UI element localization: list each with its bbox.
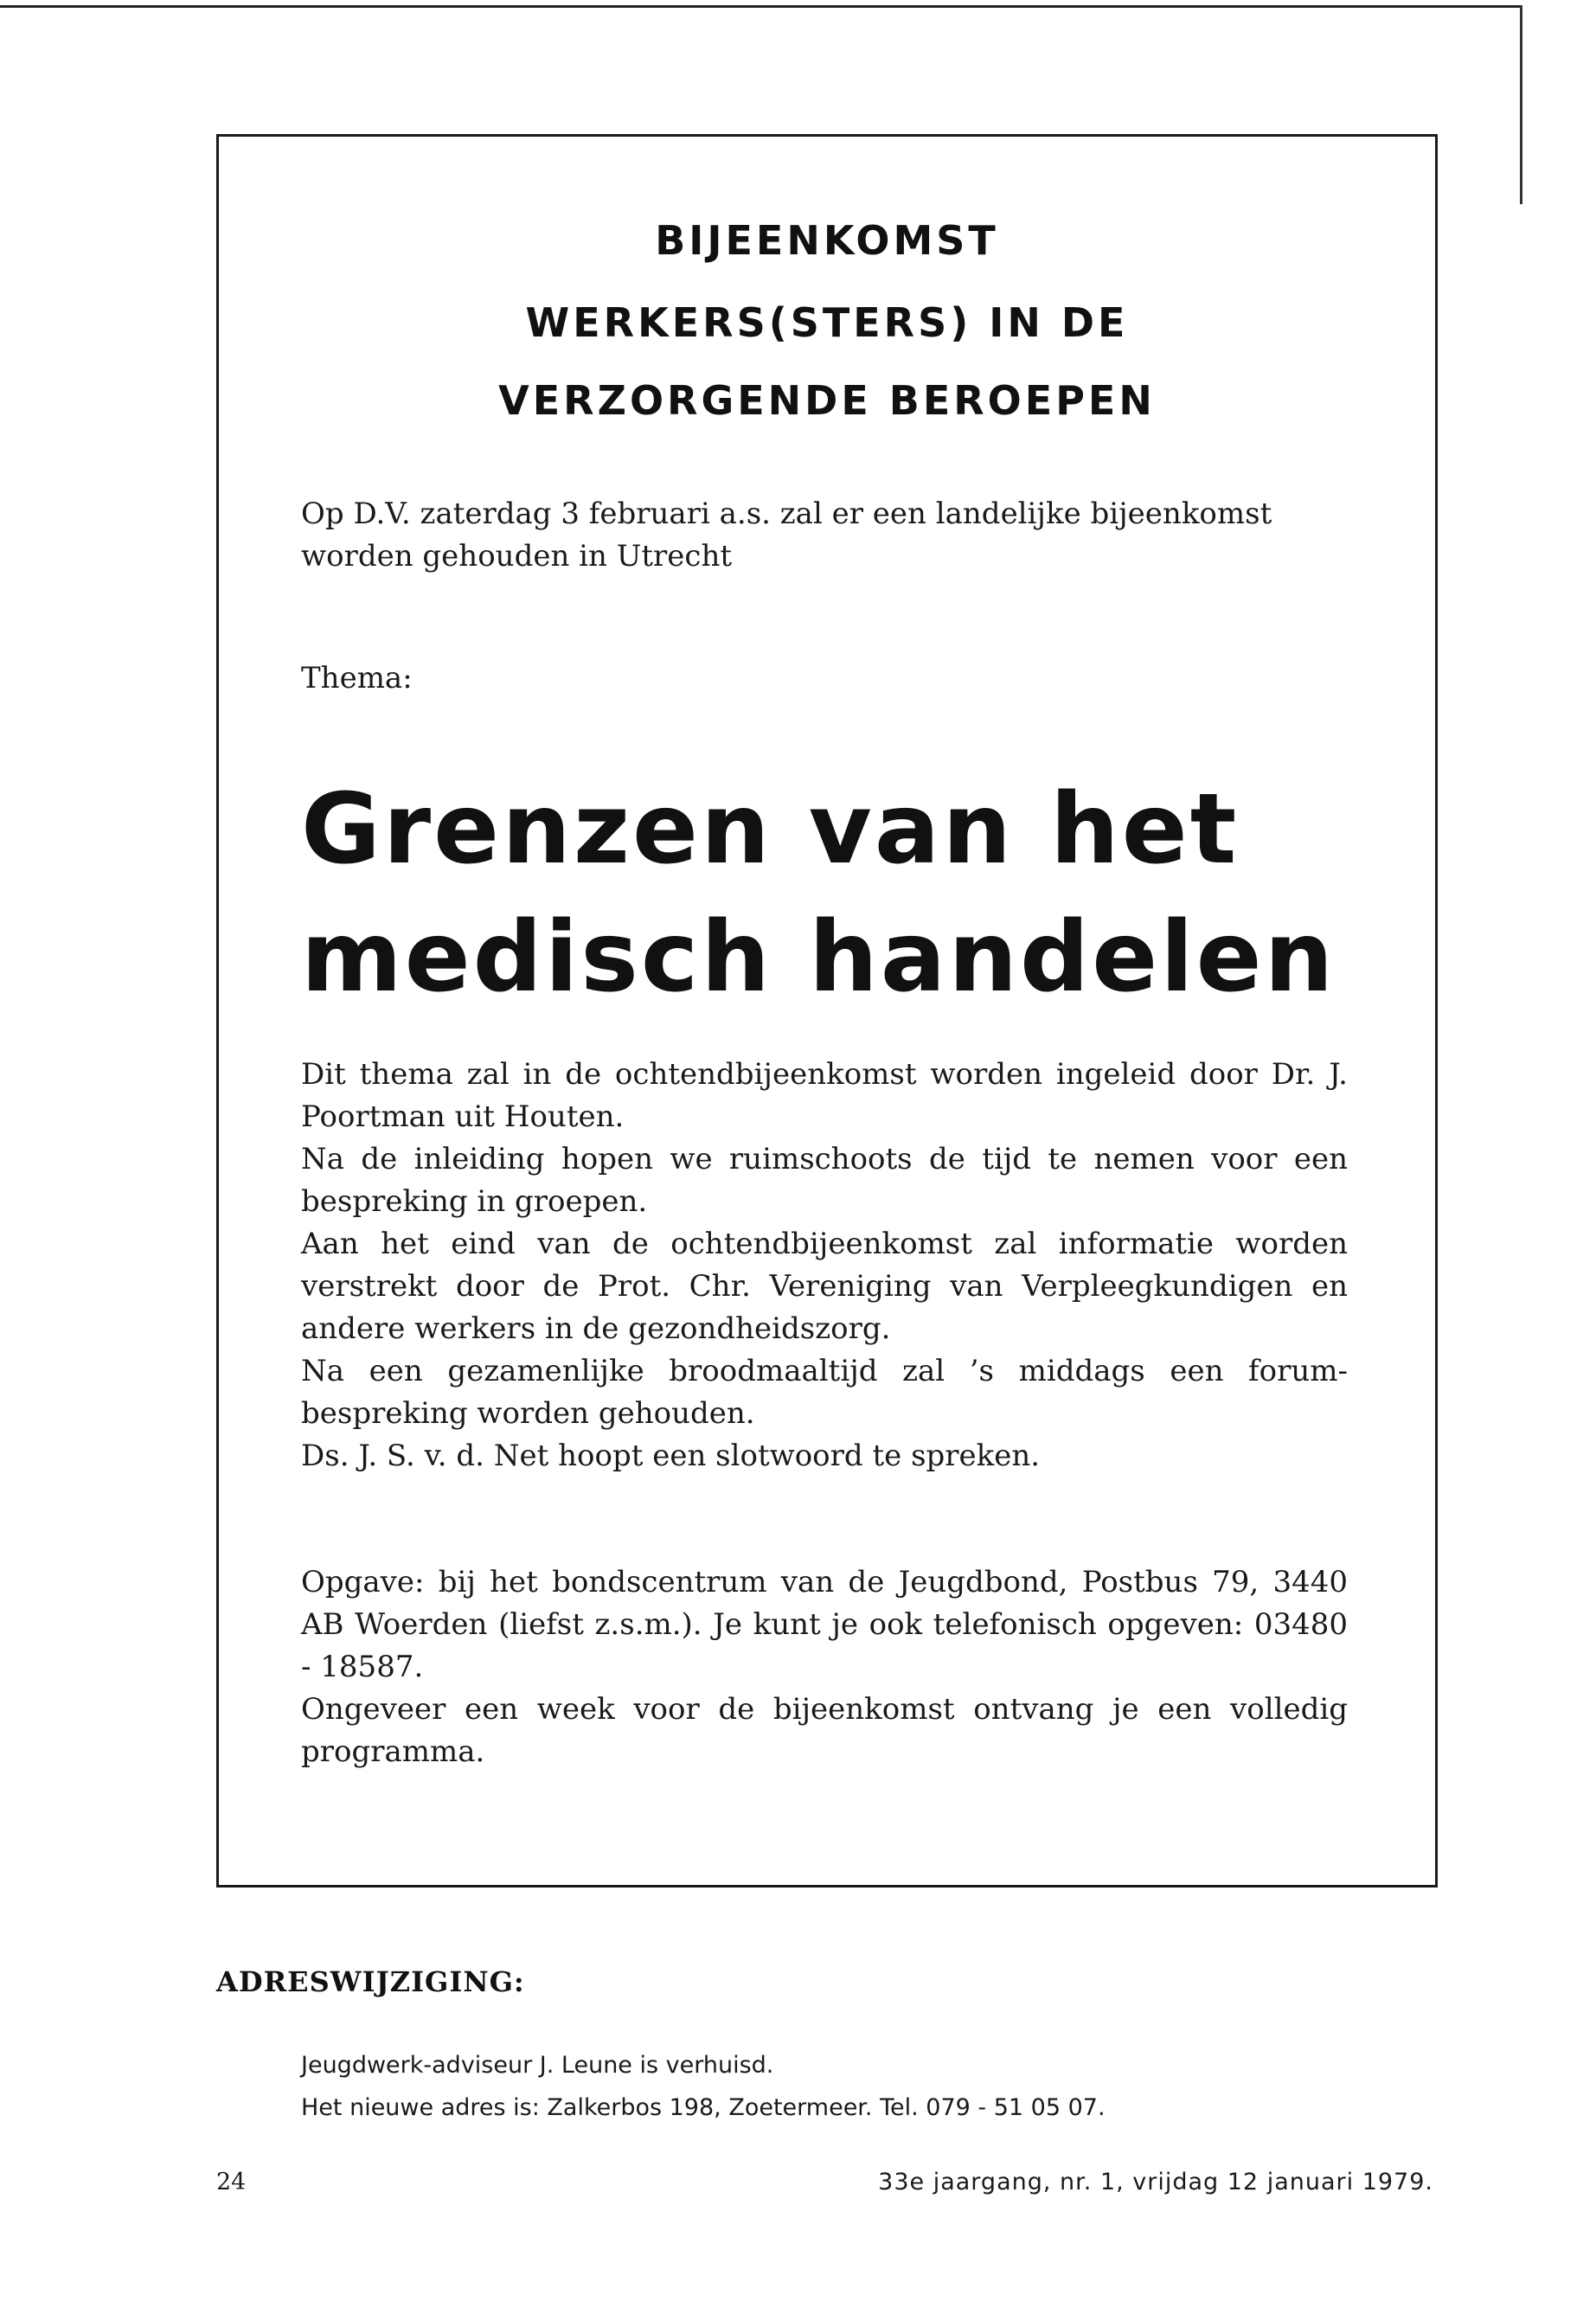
details-paragraph: Dit thema zal in de ochtendbijeenkomst worden ingeleid door Dr. J. Poortman uit Houten. [301, 1057, 1348, 1134]
scan-border-top [0, 5, 1522, 8]
thema-label: Thema: [301, 661, 413, 695]
details-paragraph: Ds. J. S. v. d. Net hoopt een slotwoord te spreken. [301, 1439, 1041, 1473]
page-number: 24 [216, 2169, 247, 2195]
adreswijziging-heading: ADRESWIJZIGING: [216, 1965, 525, 1998]
adreswijziging-line-1: Jeugdwerk-adviseur J. Leune is verhuisd. [301, 2052, 774, 2079]
intro-paragraph [301, 493, 1356, 578]
programma-paragraph: Ongeveer een week voor de bijeenkomst ontvang je een volledig programma. [301, 1692, 1348, 1769]
registration-info [301, 1561, 1348, 1773]
issue-info: 33e jaargang, nr. 1, vrijdag 12 januari 1979. [878, 2169, 1433, 2195]
header-line-1: BIJEENKOMST [655, 217, 999, 264]
announcement-box [216, 134, 1438, 1888]
adreswijziging-line-2: Het nieuwe adres is: Zalkerbos 198, Zoetermeer. Tel. 079 - 51 05 07. [301, 2094, 1106, 2121]
header-line-3: VERZORGENDE BEROEPEN [498, 377, 1156, 424]
intro-line-1: Op D.V. zaterdag 3 februari a.s. zal er een landelijke bijeenkomst [301, 497, 1272, 531]
theme-title-line-2: medisch handelen [301, 901, 1336, 1014]
theme-title-line-1: Grenzen van het [301, 773, 1240, 886]
intro-line-2: worden gehouden in Utrecht [301, 539, 733, 574]
opgave-paragraph: Opgave: bij het bondscentrum van de Jeugdbond, Postbus 79, 3440 AB Woerden (liefst z.s.m.). Je kunt je ook telefonisch opgeven: 03480 - 18587. [301, 1565, 1348, 1684]
scan-border-right [1520, 5, 1522, 204]
details-paragraph: Aan het eind van de ochtendbijeenkomst zal informatie worden verstrekt door de Prot. Chr. Vereniging van Verpleegkundigen en andere werkers in de gezondheidszorg. [301, 1227, 1348, 1346]
program-details [301, 1054, 1348, 1477]
details-paragraph: Na een gezamenlijke broodmaaltijd zal ’s middags een forum-bespreking worden gehouden. [301, 1354, 1348, 1431]
details-paragraph: Na de inleiding hopen we ruimschoots de tijd te nemen voor een bespreking in groepen. [301, 1142, 1348, 1219]
header-line-2: WERKERS(STERS) IN DE [525, 299, 1129, 346]
